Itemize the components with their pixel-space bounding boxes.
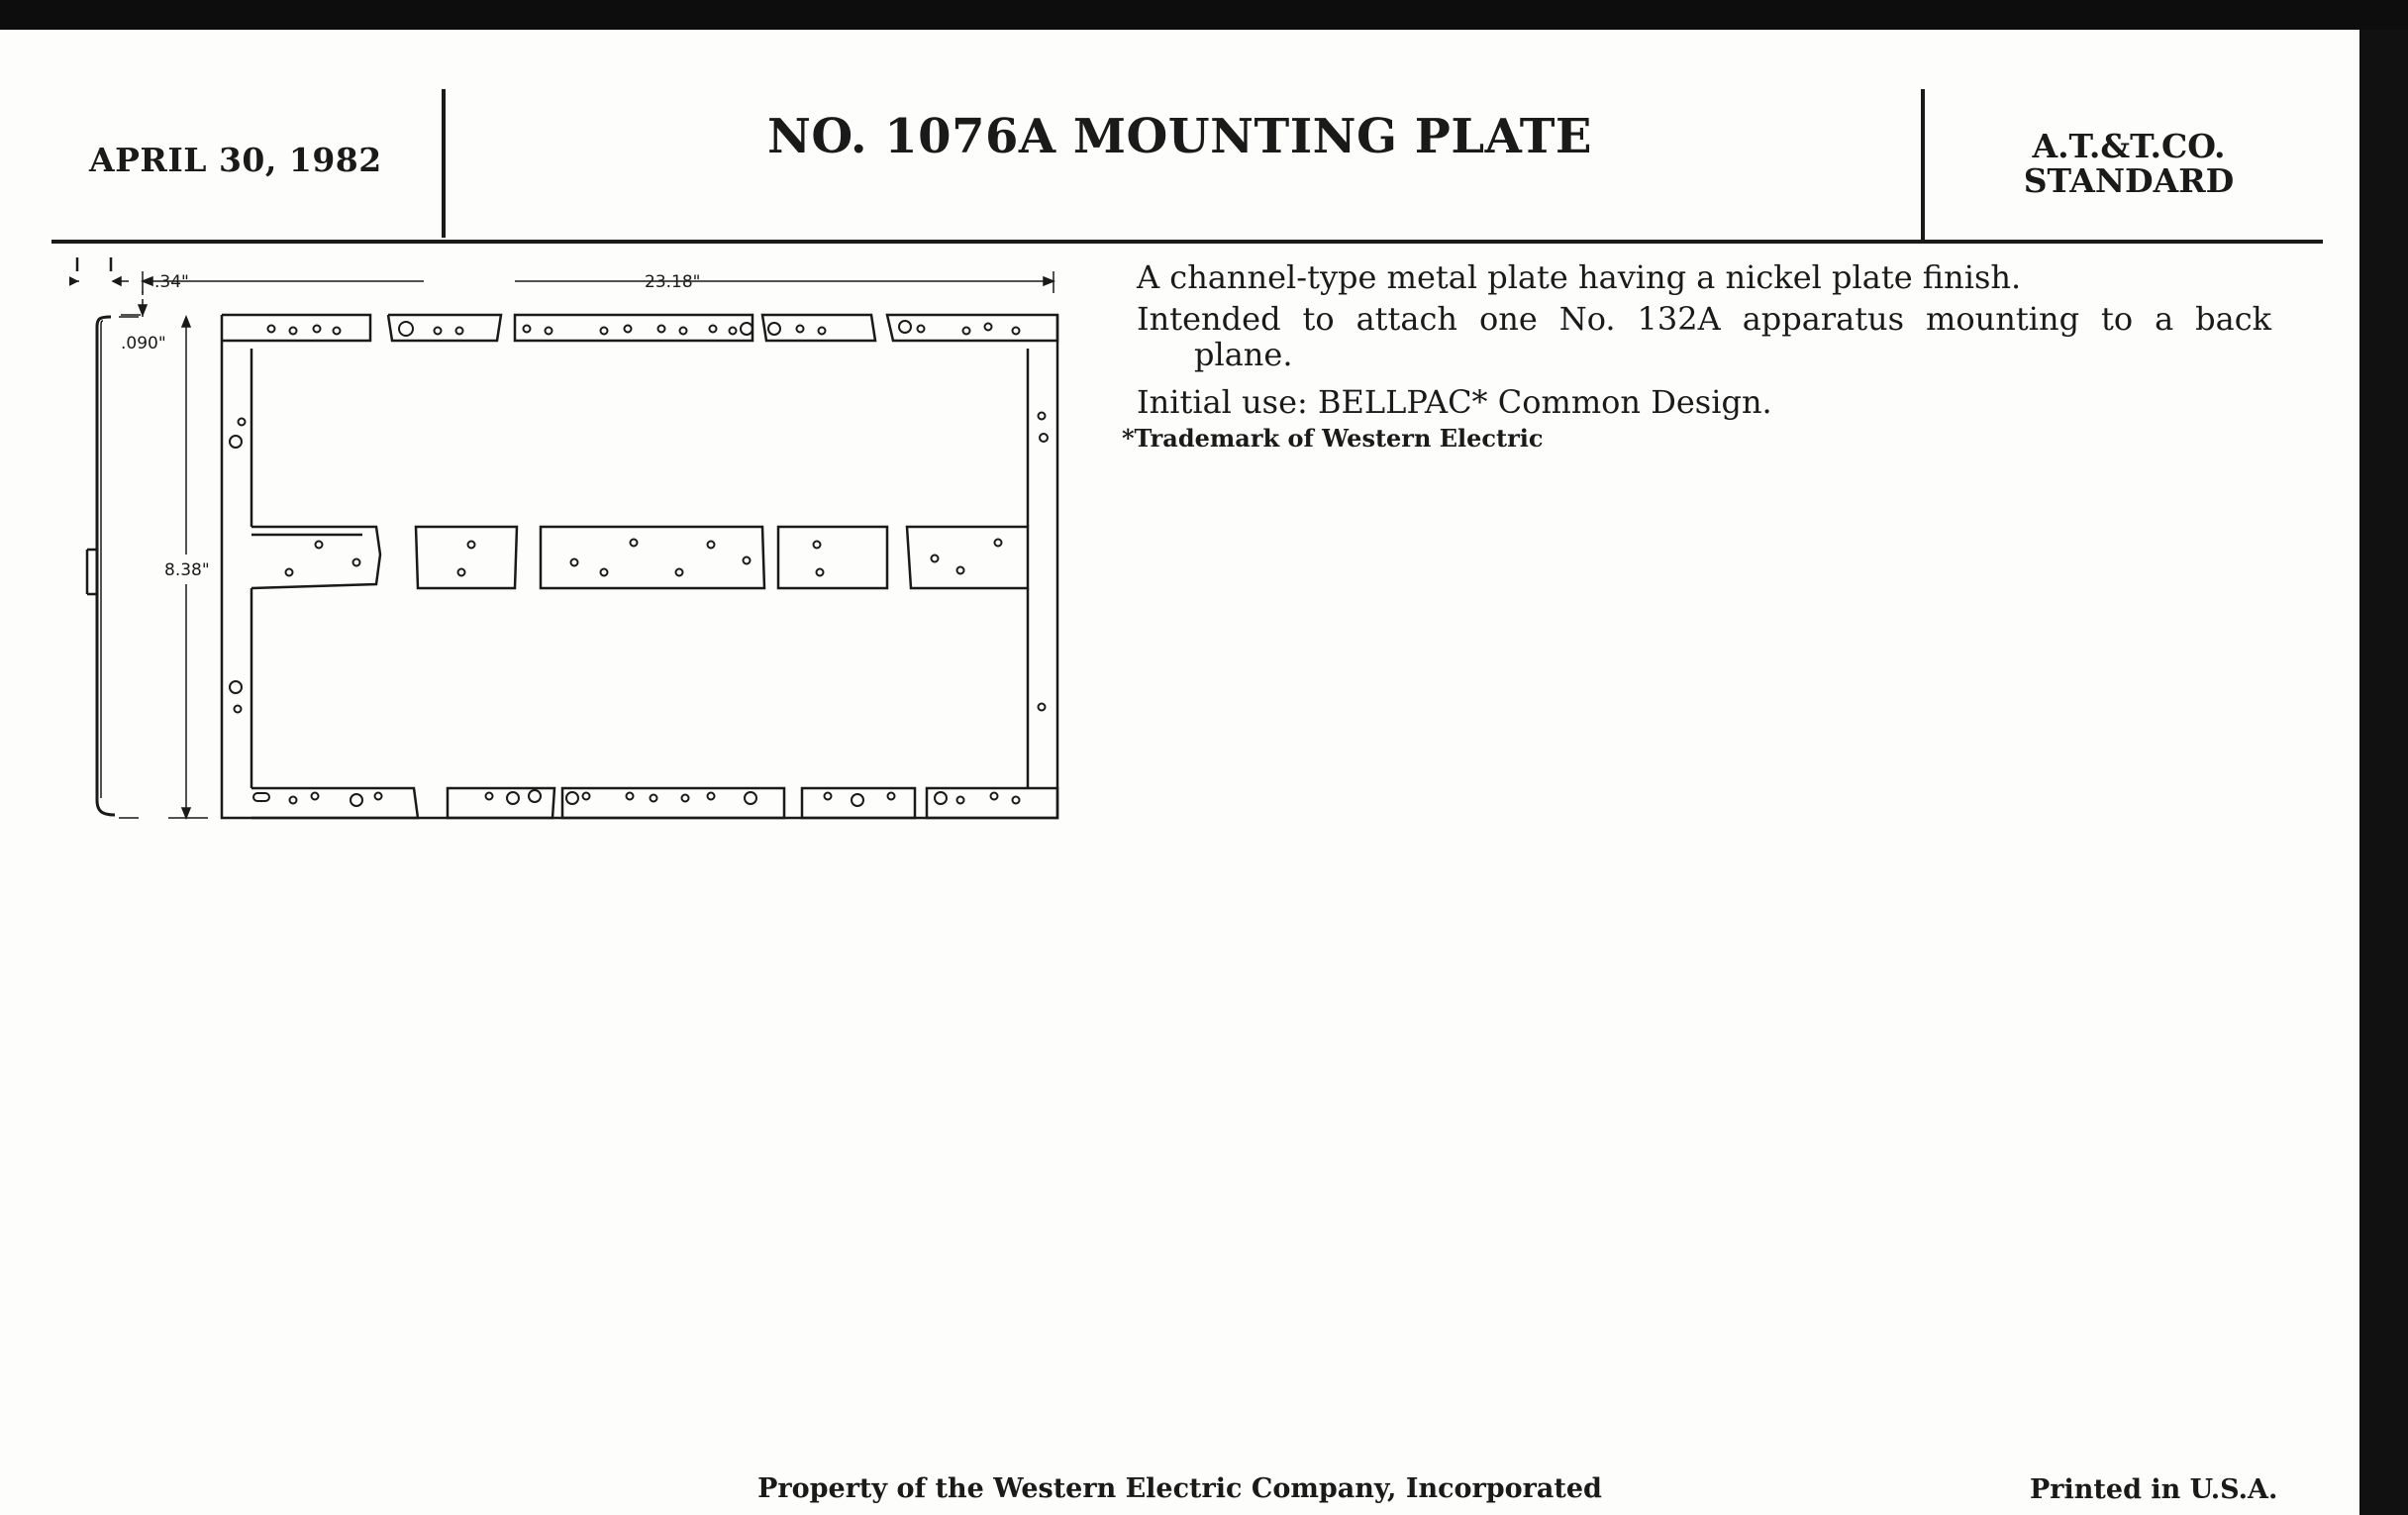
dim-flange-label: .34" (154, 272, 189, 292)
description-line-3: Initial use: BELLPAC* Common Design. (1137, 383, 1772, 421)
description-line-1: A channel-type metal plate having a nickel plate finish. (1137, 258, 2022, 296)
dim-width-label: 23.18" (645, 272, 701, 292)
standard-line-1: A.T.&T.CO. (2032, 127, 2226, 165)
mounting-plate-drawing (69, 257, 1069, 832)
description-line-2-cont: plane. (1194, 336, 1293, 373)
printed-in: Printed in U.S.A. (2030, 1474, 2278, 1505)
description (1137, 259, 2271, 420)
property-notice: Property of the Western Electric Company, Incorporated (757, 1473, 1602, 1504)
standard-line-2: STANDARD (2023, 161, 2235, 200)
side-view (77, 257, 115, 815)
trademark-note: *Trademark of Western Electric (1122, 424, 1544, 453)
issue-date: APRIL 30, 1982 (89, 141, 382, 179)
spec-card (0, 30, 2359, 1515)
page-title: NO. 1076A MOUNTING PLATE (766, 109, 1593, 164)
plate-front-view (222, 315, 1057, 818)
description-line-2: Intended to attach one No. 132A apparatus mounting to a back (1137, 300, 2271, 338)
dim-thickness-label: .090" (121, 334, 166, 354)
dim-height-label: 8.38" (164, 560, 210, 580)
dimension-lines (69, 271, 1054, 818)
dimension-labels (121, 272, 701, 580)
mounting-holes (230, 321, 1048, 806)
header-rule (51, 240, 2323, 244)
header-divider-right (1921, 89, 1925, 240)
standard-label (1941, 129, 2317, 198)
scan-edge (2359, 30, 2408, 1515)
